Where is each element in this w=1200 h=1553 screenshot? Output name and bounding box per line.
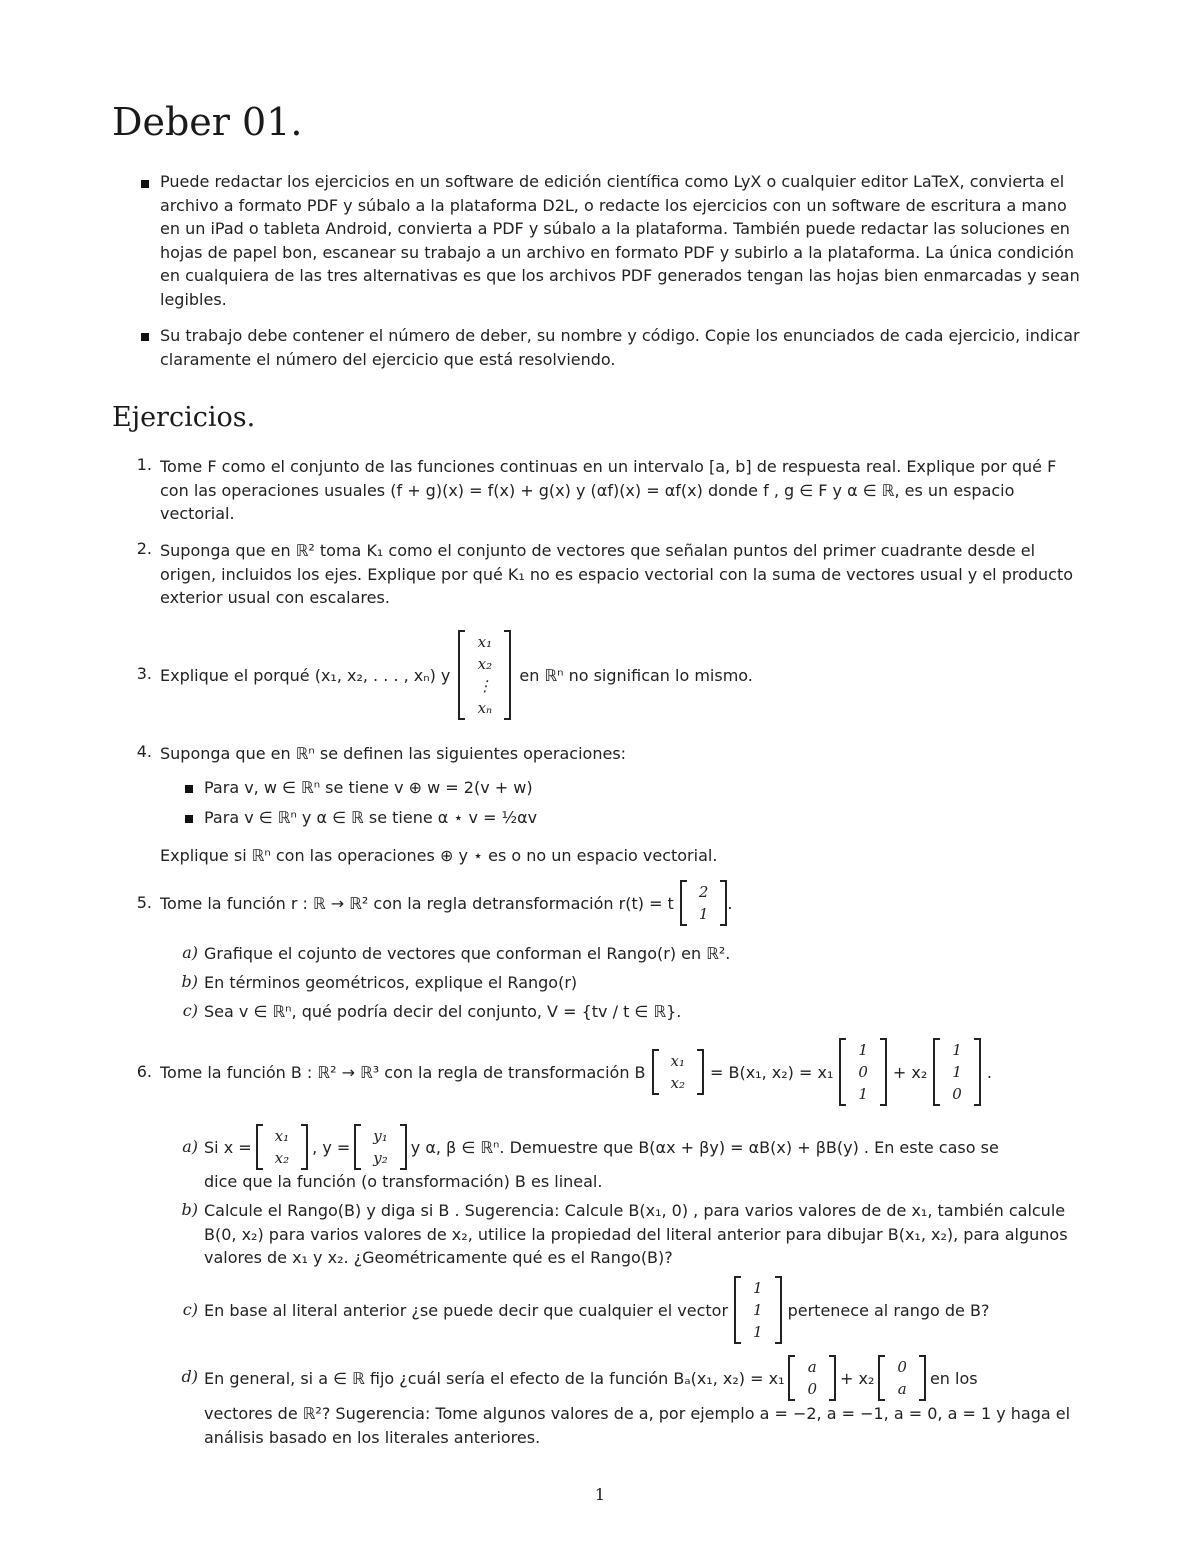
exercise-5-part-b: En términos geométricos, explique el Rango(r) — [204, 973, 578, 992]
bullet-marker — [185, 815, 193, 823]
part-label: b) — [181, 972, 198, 991]
exercise-5-part-c: Sea v ∈ ℝⁿ, qué podría decir del conjunto, V = {tv / t ∈ ℝ}. — [204, 1002, 682, 1021]
exercise-5-part-a: Grafique el cojunto de vectores que conforman el Rango(r) en ℝ². — [204, 944, 731, 963]
exercise-1-text: Tome F como el conjunto de las funciones continuas en un intervalo [a, b] de respuesta real. Explique por qué F con las operaciones usuales (f + g)(x) = f(x) + g(x) y (αf)(x) = αf(x) donde f , g ∈ F y α ∈ ℝ, es un espacio vectorial. — [160, 457, 1057, 523]
exercise-6-part-a-line2: dice que la función (o transformación) B es lineal. — [204, 1172, 603, 1191]
exercise-6-part-d: En general, si a ∈ ℝ fijo ¿cuál sería el efecto de la función Bₐ(x₁, x₂) = x₁ a 0 + x₂ 0 a en los — [204, 1353, 978, 1403]
exercise-3-pre: Explique el porqué (x₁, x₂, . . . , xₙ) y — [160, 665, 451, 685]
column-vector: 1 0 1 — [839, 1038, 887, 1106]
column-vector: a 0 — [788, 1355, 836, 1401]
page-number: 1 — [594, 1485, 606, 1504]
exercise-number: 6. — [136, 1062, 152, 1081]
exercise-number: 1. — [136, 455, 152, 474]
exercise-6-part-c: En base al literal anterior ¿se puede decir que cualquier el vector 1 1 1 pertenece al rango de B? — [204, 1274, 989, 1346]
column-vector: x₁ x₂ — [256, 1124, 308, 1170]
intro-paragraph-1: Puede redactar los ejercicios en un software de edición científica como LyX o cualquier editor LaTeX, convierta el archivo a formato PDF y súbalo a la plataforma D2L, o redacte los ejercicios con un software de escritura a mano en un iPad o tableta Android, convierta a PDF y súbalo a la plataforma. También puede redactar las soluciones en hojas de papel bon, escanear su trabajo a un archivo en formato PDF y subirlo a la plataforma. La única condición en cualquiera de las tres alternativas es que los archivos PDF generados tengan las hojas bien enmarcadas y sean legibles. — [160, 172, 1080, 309]
exercise-6-text: Tome la función B : ℝ² → ℝ³ con la regla de transformación B x₁ x₂ = B(x₁, x₂) = x₁ 1 0 1 + x₂ 1 1 0 . — [160, 1034, 992, 1110]
exercise-6-part-a: Si x = x₁ x₂ , y = y₁ y₂ y α, β ∈ ℝⁿ. Demuestre que B(αx + βy) = αB(x) + βB(y) . En este caso se — [204, 1122, 999, 1172]
exercise-number: 5. — [136, 893, 152, 912]
bullet-marker — [141, 180, 149, 188]
exercise-5-text: Tome la función r : ℝ → ℝ² con la regla detransformación r(t) = t 2 1 . — [160, 876, 732, 930]
part-label: c) — [182, 1001, 198, 1020]
exercise-6-part-b: Calcule el Rango(B) y diga si B . Sugerencia: Calcule B(x₁, 0) , para varios valores de de x₁, también calcule B(0, x₂) para varios valores de x₂, utilice la propiedad del literal anterior para dibujar B(x₁, x₂), para algunos valores de x₁ y x₂. ¿Geométricamente qué es el Rango(B)? — [204, 1201, 1068, 1267]
exercise-4-text: Suponga que en ℝⁿ se definen las siguientes operaciones: — [160, 744, 627, 763]
exercise-6-part-d-line2: vectores de ℝ²? Sugerencia: Tome algunos valores de a, por ejemplo a = −2, a = −1, a = 0, a = 1 y haga el análisis basado en los literales anteriores. — [204, 1404, 1071, 1447]
part-label: d) — [181, 1367, 198, 1386]
exercise-3-post: en ℝⁿ no significan lo mismo. — [519, 665, 753, 685]
section-title: Ejercicios. — [112, 402, 256, 433]
part-label: a) — [182, 943, 198, 962]
column-vector: 2 1 — [680, 880, 728, 926]
column-vector: x₁ x₂ — [652, 1049, 704, 1095]
column-vector: y₁ y₂ — [354, 1124, 407, 1170]
intro-paragraph-2: Su trabajo debe contener el número de deber, su nombre y código. Copie los enunciados de cada ejercicio, indicar claramente el número del ejercicio que está resolviendo. — [160, 326, 1080, 369]
exercise-number: 4. — [136, 742, 152, 761]
exercise-4-closing: Explique si ℝⁿ con las operaciones ⊕ y ⋆ es o no un espacio vectorial. — [160, 846, 718, 865]
exercise-4-item-2: Para v ∈ ℝⁿ y α ∈ ℝ se tiene α ⋆ v = ½αv — [204, 808, 538, 827]
exercise-3-text — [160, 620, 753, 730]
column-vector: 1 1 1 — [734, 1276, 782, 1344]
bullet-marker — [185, 785, 193, 793]
exercise-number: 2. — [136, 539, 152, 558]
page-title: Deber 01. — [112, 100, 303, 144]
exercise-4-item-1: Para v, w ∈ ℝⁿ se tiene v ⊕ w = 2(v + w) — [204, 778, 533, 797]
part-label: a) — [182, 1137, 198, 1156]
exercise-number: 3. — [136, 664, 152, 683]
part-label: b) — [181, 1200, 198, 1219]
column-vector: x₁ x₂ ⋮ xₙ — [458, 630, 511, 720]
part-label: c) — [182, 1300, 198, 1319]
column-vector: 1 1 0 — [933, 1038, 981, 1106]
bullet-marker — [141, 333, 149, 341]
column-vector: 0 a — [878, 1355, 926, 1401]
exercise-2-text: Suponga que en ℝ² toma K₁ como el conjunto de vectores que señalan puntos del primer cuadrante desde el origen, incluidos los ejes. Explique por qué K₁ no es espacio vectorial con la suma de vectores usual y el producto exterior usual con escalares. — [160, 541, 1074, 607]
